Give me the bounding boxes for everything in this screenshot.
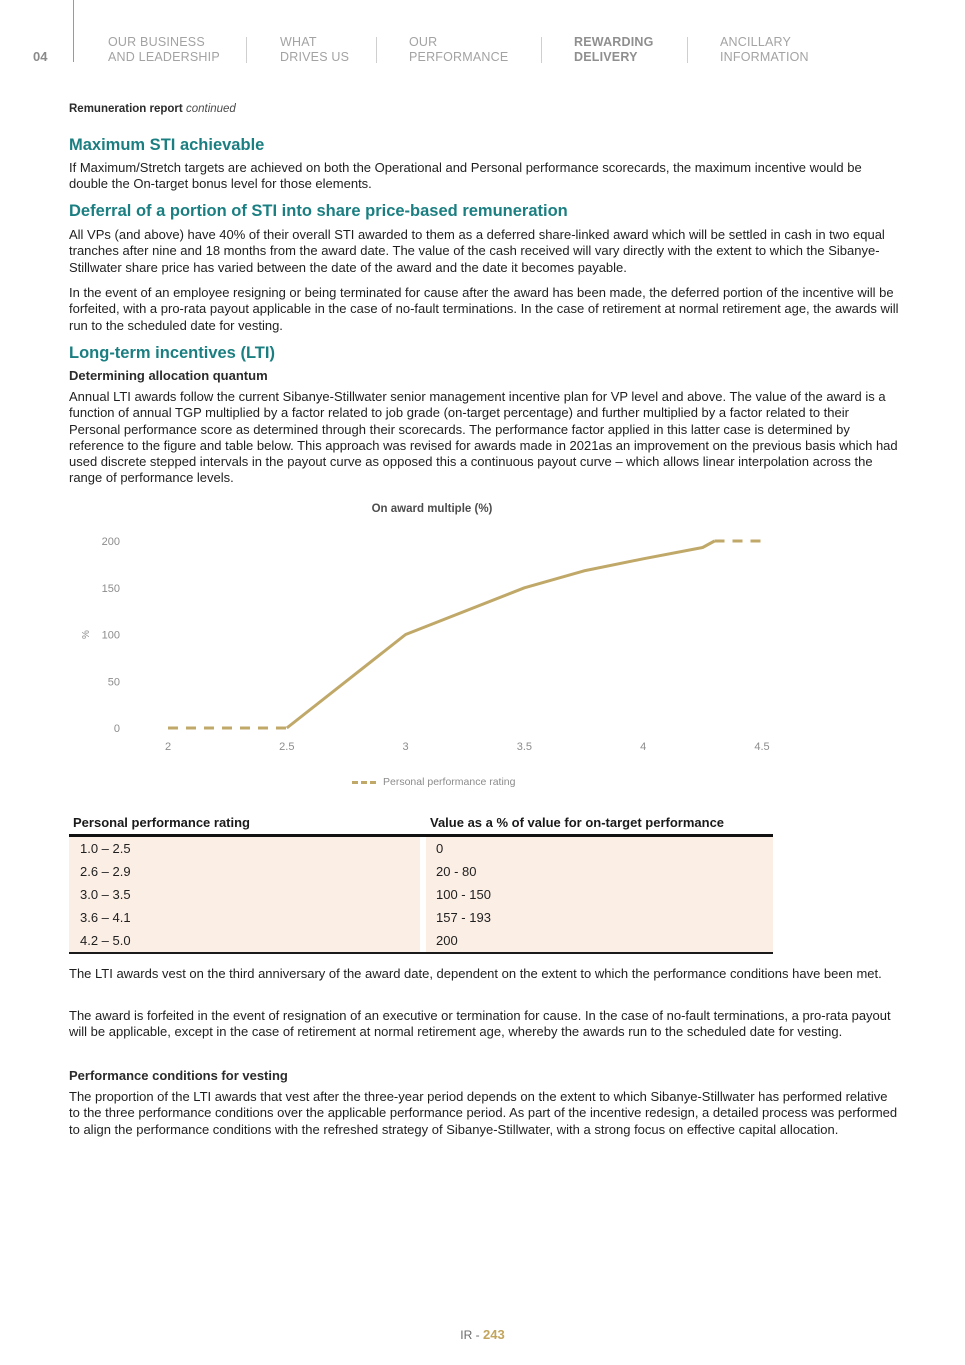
nav-rewarding-delivery[interactable] [574,35,654,65]
y-tick-label: 0 [113,723,120,735]
paragraph-vesting-2: The award is forfeited in the event of resignation of an executive or termination for cause. In the case of no-fault terminations, a pro-rata payout will be applicable, except in the case of retirement at normal retirement age, whereby the awards run to the scheduled date for vesting. [69,1008,891,1040]
chapter-number: 04 [33,49,48,64]
nav-separator [687,37,688,63]
x-tick-label: 2.5 [279,741,295,753]
table-cell-value: 157 - 193 [426,906,773,929]
paragraph-deferral-2: In the event of an employee resigning or being terminated for cause after the award has been made, the deferred portion of the incentive will be forfeited, with a pro-rata payout applicable in the case of no-fault terminations. In the case of retirement at normal retirement age, the awards will run to the scheduled date for vesting. [69,285,899,333]
nav-separator [246,37,247,63]
paragraph-vesting-3: The proportion of the LTI awards that vest after the three-year period depends on the extent to which Sibanye-Stillwater has performed relative to the three performance conditions over the applicable performance period. As part of the incentive redesign, a detailed process was performed to align the performance conditions with the refreshed strategy of Sibanye-Stillwater, with a strong focus on effective capital allocation. [69,1089,898,1137]
nav-separator [541,37,542,63]
x-tick-label: 3.5 [516,741,533,753]
heading-maximum-sti: Maximum STI achievable [69,136,265,154]
table-cell-rating: 4.2 – 5.0 [69,929,420,953]
breadcrumb-continued: continued [185,103,236,115]
y-tick-label: 50 [107,676,120,689]
series-line-solid [287,541,715,728]
table-cell-value: 200 [426,929,773,953]
table-cell-rating: 3.6 – 4.1 [69,906,420,929]
x-tick-label: 3 [402,741,409,753]
nav-label-line1: ANCILLARY [720,35,792,49]
y-tick-label: 100 [101,629,120,642]
nav-label-line1: OUR BUSINESS [108,35,205,49]
nav-label-line1: WHAT [280,35,317,49]
performance-rating-table [69,812,773,954]
table-cell-value: 100 - 150 [426,883,773,906]
nav-label-line2: DELIVERY [574,50,638,64]
nav-what-drives-us[interactable] [280,35,349,65]
nav-ancillary-information[interactable] [720,35,809,65]
legend-swatch-dashed [352,781,376,784]
footer-prefix: IR - [460,1328,480,1342]
nav-label-line2: INFORMATION [720,50,809,64]
nav-our-performance[interactable] [409,35,508,65]
y-tick-label: 200 [101,536,120,548]
header-divider [73,0,74,62]
table-cell-rating: 1.0 – 2.5 [69,836,420,861]
x-tick-label: 2 [164,741,172,753]
nav-label-line2: PERFORMANCE [409,50,509,64]
table-header-row [69,812,773,836]
nav-label-line1: REWARDING [574,35,654,49]
y-axis-label: % [81,630,92,639]
table-row [69,929,773,953]
nav-label-line2: AND LEADERSHIP [108,50,220,64]
breadcrumb-title: Remuneration report [69,103,183,115]
top-navigation [0,0,965,80]
breadcrumb [69,103,236,115]
table-header-value: Value as a % of value for on-target performance [426,812,773,836]
table-row [69,860,773,883]
table-row [69,836,773,861]
heading-deferral: Deferral of a portion of STI into share price-based remuneration [69,202,568,220]
heading-lti: Long-term incentives (LTI) [69,344,275,362]
table-cell-rating: 2.6 – 2.9 [69,860,420,883]
nav-separator [376,37,377,63]
subheading-allocation-quantum: Determining allocation quantum [69,368,268,383]
subheading-performance-conditions: Performance conditions for vesting [69,1068,288,1083]
award-multiple-chart [0,520,965,770]
page-footer [0,1327,965,1342]
table-cell-rating: 3.0 – 3.5 [69,883,420,906]
paragraph-maximum-sti: If Maximum/Stretch targets are achieved on both the Operational and Personal performance scorecards, the maximum incentive would be double the On-target bonus level for those elements. [69,160,862,192]
nav-our-business[interactable] [108,35,220,65]
nav-label-line1: OUR [409,35,438,49]
table-row [69,906,773,929]
table-cell-value: 0 [426,836,773,861]
paragraph-deferral-1: All VPs (and above) have 40% of their overall STI awarded to them as a deferred share-linked award which will be settled in cash in two equal tranches after nine and 18 months from the award date. The value of the cash received will vary directly with the extent to which the Sibanye-Stillwater share price has varied between the date of the award and the date it becomes payable. [69,227,885,275]
table-row [69,883,773,906]
page-number: 243 [482,1327,505,1342]
y-tick-label: 150 [101,582,120,595]
table-cell-value: 20 - 80 [426,860,773,883]
chart-title: On award multiple (%) [371,503,493,515]
paragraph-vesting-1: The LTI awards vest on the third anniversary of the award date, dependent on the extent to which the performance conditions have been met. [69,966,882,981]
x-tick-label: 4.5 [754,741,770,753]
x-tick-label: 4 [640,741,647,753]
table-header-rating: Personal performance rating [69,812,420,836]
paragraph-lti: Annual LTI awards follow the current Sibanye-Stillwater senior management incentive plan for VP level and above. The value of the award is a function of annual TGP multiplied by a factor related to job grade (on-target percentage) and further multiplied by a factor related to their Personal performance score as determined through their scorecards. The performance factor applied in this latter case is determined by reference to the figure and table below. This approach was revised for awards made in 2021as an improvement on the previous basis which had used discrete stepped intervals in the payout curve as opposed this a continuous payout curve – which allows linear interpolation across the range of performance levels. [69,389,898,486]
chart-legend [352,776,516,788]
nav-label-line2: DRIVES US [280,50,350,64]
legend-label: Personal performance rating [383,776,516,788]
